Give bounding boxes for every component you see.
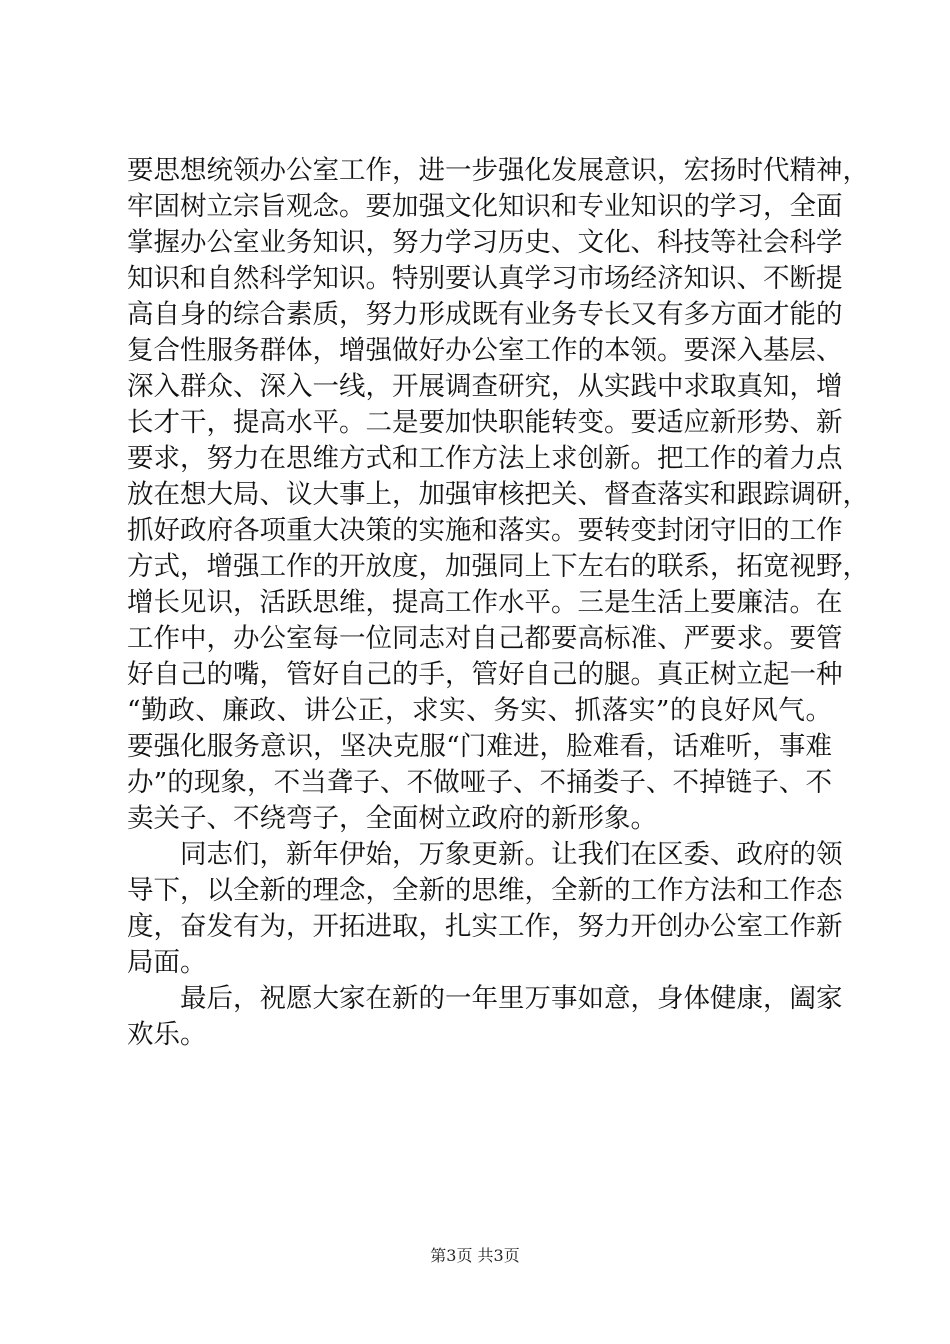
text-line: 高自身的综合素质，努力形成既有业务专长又有多方面才能的: [127, 299, 843, 330]
text-line: 抓好政府各项重大决策的实施和落实。要转变封闭守旧的工作: [127, 515, 843, 546]
text-line: 复合性服务群体，增强做好办公室工作的本领。要深入基层、: [127, 335, 843, 366]
text-line: “勤政、廉政、讲公正，求实、务实、抓落实”的良好风气。: [127, 695, 832, 726]
text-line: 要强化服务意识，坚决克服“门难进，脸难看，话难听，事难: [127, 731, 832, 762]
text-line: 办”的现象，不当聋子、不做哑子、不捅娄子、不掉链子、不: [127, 767, 832, 798]
text-line: 方式，增强工作的开放度，加强同上下左右的联系，拓宽视野，: [127, 551, 869, 582]
text-line: 牢固树立宗旨观念。要加强文化知识和专业知识的学习，全面: [127, 191, 843, 222]
text-line: 工作中，办公室每一位同志对自己都要高标准、严要求。要管: [127, 623, 843, 654]
text-line: 知识和自然科学知识。特别要认真学习市场经济知识、不断提: [127, 263, 843, 294]
text-line: 同志们，新年伊始，万象更新。让我们在区委、政府的领: [180, 839, 843, 870]
text-line: 深入群众、深入一线，开展调查研究，从实践中求取真知，增: [127, 371, 843, 402]
text-line: 要求，努力在思维方式和工作方法上求创新。把工作的着力点: [127, 443, 843, 474]
page-footer: 第3页 共3页: [430, 1246, 520, 1265]
text-line: 放在想大局、议大事上，加强审核把关、督查落实和跟踪调研，: [127, 479, 869, 510]
text-line: 度，奋发有为，开拓进取，扎实工作，努力开创办公室工作新: [127, 911, 843, 942]
text-line: 卖关子、不绕弯子，全面树立政府的新形象。: [127, 803, 657, 834]
text-line: 长才干，提高水平。二是要加快职能转变。要适应新形势、新: [127, 407, 843, 438]
text-line: 增长见识，活跃思维，提高工作水平。三是生活上要廉洁。在: [127, 587, 843, 618]
text-line: 局面。: [127, 947, 207, 978]
text-line: 导下，以全新的理念，全新的思维，全新的工作方法和工作态: [127, 875, 843, 906]
text-line: 最后，祝愿大家在新的一年里万事如意，身体健康，阖家: [180, 983, 843, 1014]
text-line: 掌握办公室业务知识，努力学习历史、文化、科技等社会科学: [127, 227, 843, 258]
text-line: 欢乐。: [127, 1019, 207, 1050]
text-line: 要思想统领办公室工作，进一步强化发展意识，宏扬时代精神，: [127, 155, 869, 186]
text-line: 好自己的嘴，管好自己的手，管好自己的腿。真正树立起一种: [127, 659, 843, 690]
